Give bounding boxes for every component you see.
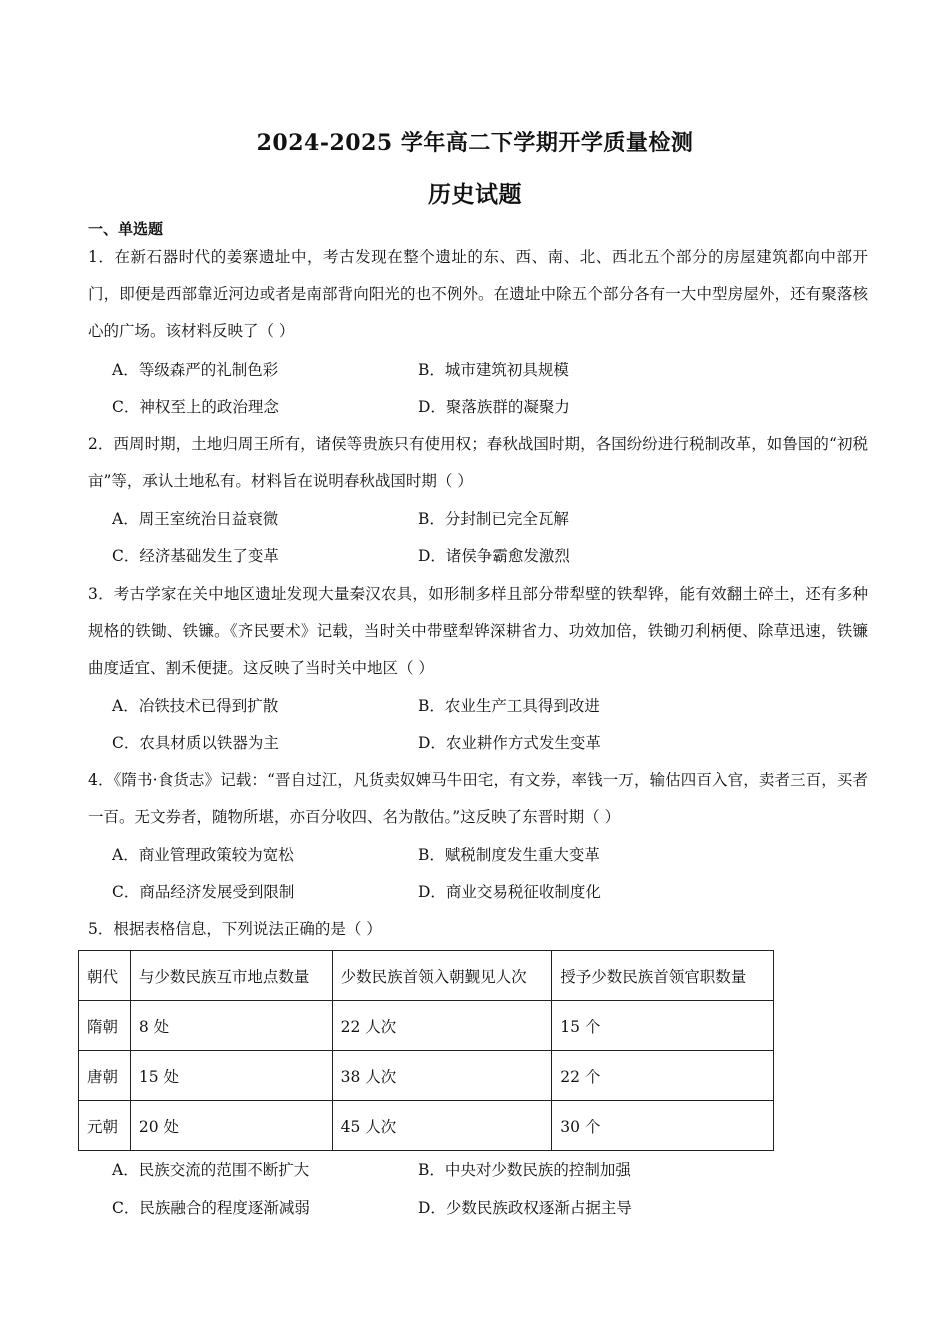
table-header-cell: 与少数民族互市地点数量 [130, 951, 332, 1001]
table-header-cell: 少数民族首领入朝觐见人次 [332, 951, 552, 1001]
exam-subtitle: 历史试题 [428, 181, 522, 208]
question-4-option-b[interactable]: B．赋税制度发生重大变革 [418, 846, 600, 864]
question-4-option-a[interactable]: A．商业管理政策较为宽松 [112, 846, 294, 864]
table-header-row [79, 951, 774, 1001]
question-4-stem: 4．《隋书·食货志》记载：“晋自过江，凡货卖奴婢马牛田宅，有文券，率钱一万，输估四百入官，卖者三百，买者一百。无文券者，随物所堪，亦百分收四、名为散估。”这反映了东晋时期（ ） [88, 771, 868, 826]
question-3-option-d[interactable]: D．农业耕作方式发生变革 [418, 734, 601, 752]
question-4-option-d[interactable]: D．商业交易税征收制度化 [418, 883, 601, 901]
exam-title: 2024-2025 学年高二下学期开学质量检测 [256, 130, 694, 156]
question-3-stem: 3．考古学家在关中地区遗址发现大量秦汉农具，如形制多样且部分带犁壁的铁犁铧，能有效翻土碎土，还有多种规格的铁锄、铁镰。《齐民要术》记载，当时关中带壁犁铧深耕省力、功效加倍，铁锄刃利柄便、除草迅速，铁镰曲度适宜、割禾便捷。这反映了当时关中地区（ ） [88, 585, 868, 677]
question-2-option-d[interactable]: D．诸侯争霸愈发激烈 [418, 547, 570, 565]
table-cell: 隋朝 [79, 1001, 131, 1051]
table-row [79, 1101, 774, 1151]
table-header-cell: 授予少数民族首领官职数量 [552, 951, 774, 1001]
question-3-option-a[interactable]: A．冶铁技术已得到扩散 [112, 697, 279, 715]
table-cell: 45 人次 [332, 1101, 552, 1151]
table-cell: 22 个 [552, 1051, 774, 1101]
question-3-option-b[interactable]: B．农业生产工具得到改进 [418, 697, 600, 715]
table-cell: 唐朝 [79, 1051, 131, 1101]
question-5-option-c[interactable]: C．民族融合的程度逐渐减弱 [112, 1199, 310, 1217]
question-1-option-b[interactable]: B．城市建筑初具规模 [418, 361, 569, 379]
table-cell: 15 处 [130, 1051, 332, 1101]
question-1-option-a[interactable]: A．等级森严的礼制色彩 [112, 361, 279, 379]
table-cell: 20 处 [130, 1101, 332, 1151]
question-2-option-c[interactable]: C．经济基础发生了变革 [112, 547, 279, 565]
question-1-option-c[interactable]: C．神权至上的政治理念 [112, 398, 279, 416]
question-5-option-b[interactable]: B．中央对少数民族的控制加强 [418, 1161, 631, 1179]
table-cell: 8 处 [130, 1001, 332, 1051]
section-heading: 一、单选题 [88, 220, 164, 238]
question-1-option-d[interactable]: D．聚落族群的凝聚力 [418, 398, 570, 416]
question-5-option-d[interactable]: D．少数民族政权逐渐占据主导 [418, 1199, 632, 1217]
table-header-cell: 朝代 [79, 951, 131, 1001]
table-row [79, 1001, 774, 1051]
table-cell: 38 人次 [332, 1051, 552, 1101]
question-2-option-b[interactable]: B．分封制已完全瓦解 [418, 510, 569, 528]
table-row [79, 1051, 774, 1101]
table-cell: 22 人次 [332, 1001, 552, 1051]
question-1-stem: 1．在新石器时代的姜寨遗址中，考古发现在整个遗址的东、西、南、北、西北五个部分的房屋建筑都向中部开门，即便是西部靠近河边或者是南部背向阳光的也不例外。在遗址中除五个部分各有一大中型房屋外，还有聚落核心的广场。该材料反映了（ ） [88, 248, 868, 340]
table-cell: 15 个 [552, 1001, 774, 1051]
table-cell: 30 个 [552, 1101, 774, 1151]
dynasty-data-table [78, 950, 774, 1151]
question-2-option-a[interactable]: A．周王室统治日益衰微 [112, 510, 279, 528]
table-cell: 元朝 [79, 1101, 131, 1151]
question-3-option-c[interactable]: C．农具材质以铁器为主 [112, 734, 279, 752]
question-2-stem: 2．西周时期，土地归周王所有，诸侯等贵族只有使用权；春秋战国时期，各国纷纷进行税制改革，如鲁国的“初税亩”等，承认土地私有。材料旨在说明春秋战国时期（ ） [88, 435, 868, 490]
question-5-option-a[interactable]: A．民族交流的范围不断扩大 [112, 1161, 310, 1179]
question-5-stem: 5．根据表格信息，下列说法正确的是（ ） [88, 920, 382, 938]
question-4-option-c[interactable]: C．商品经济发展受到限制 [112, 883, 295, 901]
